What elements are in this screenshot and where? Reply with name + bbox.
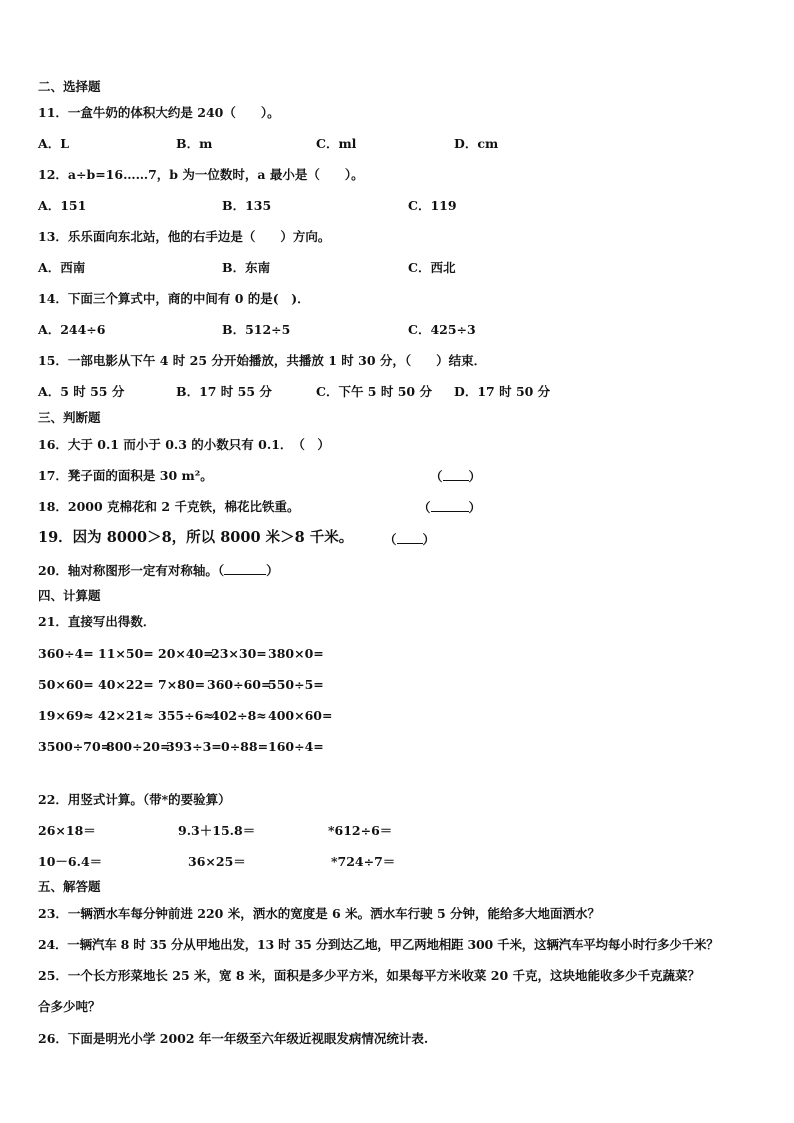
question-19: 19．因为 8000＞8，所以 8000 米＞8 千米。	[38, 529, 354, 546]
q21-item: 50×60=	[38, 677, 94, 692]
question-11: 11．一盒牛奶的体积大约是 240（ ）。	[38, 105, 280, 120]
q21-item: 400×60=	[268, 708, 333, 723]
question-23: 23．一辆洒水车每分钟前进 220 米，洒水的宽度是 6 米。洒水车行驶 5 分钟，能给多大地面洒水？	[38, 906, 600, 921]
q19-answer-bracket: （ ）	[384, 532, 436, 547]
q21-item: 11×50=	[98, 646, 154, 661]
q21-item: 19×69≈	[38, 708, 94, 723]
q21-item: 402÷8≈	[211, 708, 267, 723]
q21-item: 40×22=	[98, 677, 154, 692]
question-15: 15．一部电影从下午 4 时 25 分开始播放，共播放 1 时 30 分，（ ）结束．	[38, 353, 487, 368]
q21-item: 20×40=	[158, 646, 214, 661]
q15-option-a: A．5 时 55 分	[38, 384, 125, 399]
q18-answer-bracket: （ ）	[418, 500, 482, 515]
question-22: 22．用竖式计算。（带*的要验算）	[38, 792, 231, 807]
q12-option-c: C．119	[408, 198, 457, 213]
q21-item: 550÷5=	[268, 677, 324, 692]
q13-option-a: A．西南	[38, 260, 86, 275]
q12-option-b: B．135	[222, 198, 272, 213]
question-24: 24．一辆汽车 8 时 35 分从甲地出发，13 时 35 分到达乙地，甲乙两地相距 300 千米，这辆汽车平均每小时行多少千米？	[38, 937, 719, 952]
q11-option-d: D．cm	[454, 136, 499, 151]
q13-option-c: C．西北	[408, 260, 456, 275]
question-25-continued: 合多少吨？	[38, 999, 101, 1014]
q21-item: 23×30=	[211, 646, 267, 661]
q14-option-b: B．512÷5	[222, 322, 291, 337]
q15-option-c: C．下午 5 时 50 分	[316, 384, 432, 399]
section-heading-solve: 五、解答题	[38, 879, 101, 894]
q22-item: 36×25＝	[188, 854, 246, 869]
q21-item: 160÷4=	[268, 739, 324, 754]
q11-option-b: B．m	[176, 136, 213, 151]
q22-item: 26×18＝	[38, 823, 96, 838]
q19-answer-blank[interactable]	[397, 531, 423, 544]
question-12: 12．a÷b=16……7，b 为一位数时，a 最小是（ ）。	[38, 167, 364, 182]
question-16: 16．大于 0.1 而小于 0.3 的小数只有 0.1． （ ）	[38, 437, 330, 452]
q22-item: 9.3＋15.8＝	[178, 823, 256, 838]
question-21: 21．直接写出得数．	[38, 614, 156, 629]
q22-item: 10－6.4＝	[38, 854, 103, 869]
question-25: 25．一个长方形菜地长 25 米，宽 8 米，面积是多少平方米，如果每平方米收菜 20 千克，这块地能收多少千克蔬菜？	[38, 968, 700, 983]
q18-answer-blank[interactable]	[431, 499, 469, 512]
question-17: 17．凳子面的面积是 30 m²。	[38, 468, 213, 483]
q21-item: 42×21≈	[98, 708, 154, 723]
q21-item: 0÷88=	[221, 739, 269, 754]
question-14: 14．下面三个算式中，商的中间有 0 的是( )．	[38, 291, 310, 306]
q21-item: 360÷4=	[38, 646, 94, 661]
q21-item: 355÷6≈	[158, 708, 214, 723]
q12-option-a: A．151	[38, 198, 87, 213]
question-13: 13．乐乐面向东北站，他的右手边是（ ）方向。	[38, 229, 331, 244]
section-heading-calc: 四、计算题	[38, 588, 101, 603]
q21-item: 393÷3=	[166, 739, 222, 754]
question-20: 20．轴对称图形一定有对称轴。（ ）	[38, 563, 279, 578]
q22-item: *724÷7＝	[331, 854, 396, 869]
q20-answer-blank[interactable]	[224, 562, 266, 575]
q21-item: 3500÷70=	[38, 739, 112, 754]
q15-option-d: D．17 时 50 分	[454, 384, 551, 399]
q15-option-b: B．17 时 55 分	[176, 384, 272, 399]
section-heading-choice: 二、选择题	[38, 79, 101, 94]
q13-option-b: B．东南	[222, 260, 271, 275]
question-26: 26．下面是明光小学 2002 年一年级至六年级近视眼发病情况统计表.	[38, 1031, 429, 1046]
q21-item: 360÷60=	[207, 677, 272, 692]
q14-option-a: A．244÷6	[38, 322, 106, 337]
q17-answer-blank[interactable]	[443, 468, 469, 481]
q21-item: 380×0=	[268, 646, 324, 661]
q17-answer-bracket: （ ）	[430, 469, 482, 484]
q22-item: *612÷6＝	[328, 823, 393, 838]
q21-item: 800÷20=	[106, 739, 171, 754]
question-18: 18．2000 克棉花和 2 千克铁，棉花比铁重。	[38, 499, 300, 514]
q11-option-a: A．L	[38, 136, 69, 151]
q21-item: 7×80=	[158, 677, 206, 692]
section-heading-judge: 三、判断题	[38, 410, 101, 425]
q14-option-c: C．425÷3	[408, 322, 476, 337]
q11-option-c: C．ml	[316, 136, 357, 151]
